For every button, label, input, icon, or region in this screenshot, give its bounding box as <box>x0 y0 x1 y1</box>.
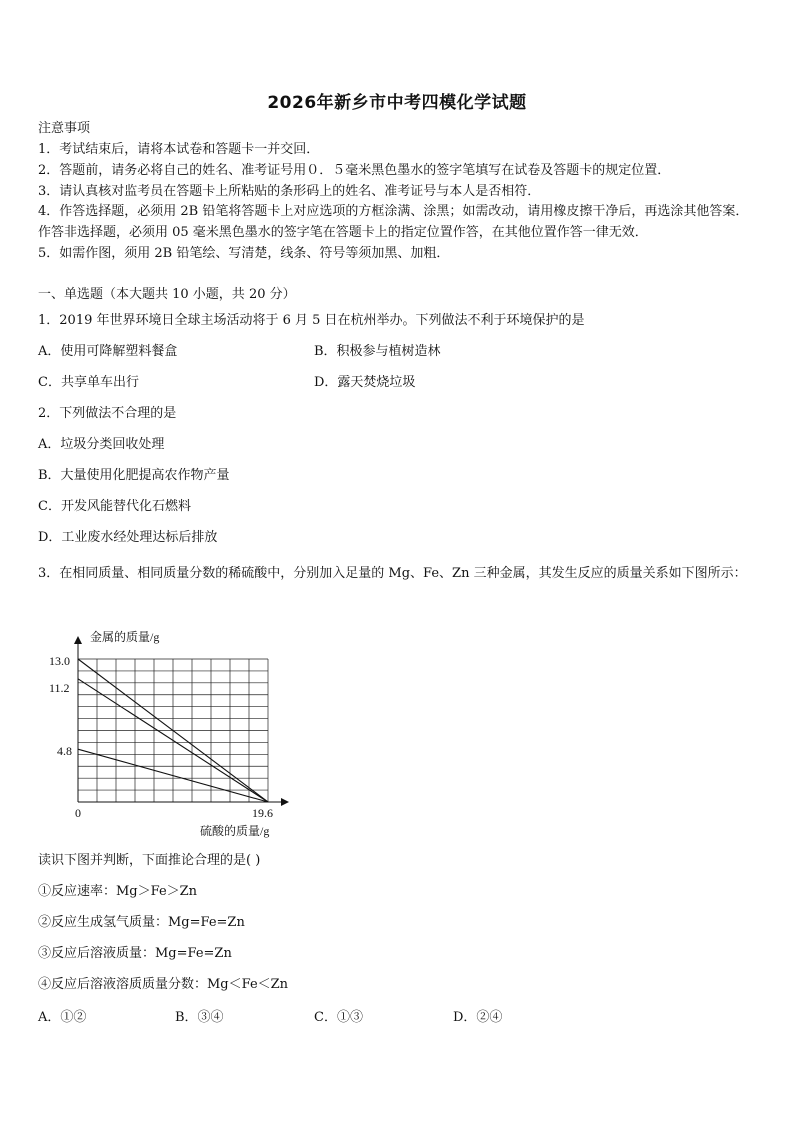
chart-axes <box>74 636 289 806</box>
y-axis-label: 金属的质量/g <box>90 630 160 644</box>
q3-statement-4: ④反应后溶液溶质质量分数：Mg＜Fe＜Zn <box>38 977 289 992</box>
q2-option-d: D．工业废水经处理达标后排放 <box>38 530 218 545</box>
origin-label: 0 <box>75 806 81 820</box>
q1-option-b: B．积极参与植树造林 <box>314 344 441 359</box>
q2-option-c: C．开发风能替代化石燃料 <box>38 499 191 514</box>
notice-item-2: 2．答题前，请务必将自己的姓名、准考证号用０．５毫米黑色墨水的签字笔填写在试卷及答题卡的规定位置． <box>38 163 671 178</box>
y-tick-13-0: 13.0 <box>49 654 70 668</box>
q1-option-a: A．使用可降解塑料餐盒 <box>38 344 178 359</box>
q1-stem: 1．2019 年世界环境日全球主场活动将于 6 月 5 日在杭州举办。下列做法不利于环境保护的是 <box>38 313 585 328</box>
q3-option-c: C．①③ <box>314 1010 363 1025</box>
notice-item-3: 3．请认真核对监考员在答题卡上所粘贴的条形码上的姓名、准考证号与本人是否相符． <box>38 184 541 199</box>
q1-option-c: C．共享单车出行 <box>38 375 139 390</box>
q1-option-d: D．露天焚烧垃圾 <box>314 375 416 390</box>
x-axis-arrow <box>281 798 289 806</box>
notice-heading: 注意事项 <box>38 121 91 136</box>
y-tick-11-2: 11.2 <box>49 681 70 695</box>
q3-statement-3: ③反应后溶液质量：Mg=Fe=Zn <box>38 946 232 961</box>
page-title: 2026年新乡市中考四模化学试题 <box>267 93 527 113</box>
notice-item-4: 4．作答选择题，必须用 2B 铅笔将答题卡上对应选项的方框涂满、涂黑；如需改动，请用橡皮擦干净后，再选涂其他答案．作答非选择题，必须用 05 毫米黑色墨水的签字笔在答题卡上的指定位置作答，在其他位置作答一律无效． <box>38 204 749 240</box>
q2-option-b: B．大量使用化肥提高农作物产量 <box>38 468 230 483</box>
q3-option-d: D．②④ <box>453 1010 503 1025</box>
section-heading: 一、单选题（本大题共 10 小题，共 20 分） <box>38 287 296 302</box>
y-tick-4-8: 4.8 <box>57 744 72 758</box>
q3-statement-1: ①反应速率：Mg＞Fe＞Zn <box>38 884 198 899</box>
mass-relationship-chart <box>40 626 310 844</box>
notice-item-1: 1．考试结束后，请将本试卷和答题卡一并交回． <box>38 142 320 157</box>
q3-option-a: A．①② <box>38 1010 87 1025</box>
q3-stem: 3．在相同质量、相同质量分数的稀硫酸中，分别加入足量的 Mg、Fe、Zn 三种金属，其发生反应的质量关系如下图所示： <box>38 566 747 581</box>
q2-stem: 2．下列做法不合理的是 <box>38 406 177 421</box>
notice-item-5: 5．如需作图，须用 2B 铅笔绘、写清楚，线条、符号等须加黑、加粗． <box>38 246 450 261</box>
q2-option-a: A．垃圾分类回收处理 <box>38 437 165 452</box>
y-axis-arrow <box>74 636 82 644</box>
q3-read-prompt: 读识下图并判断，下面推论合理的是( ) <box>38 853 261 868</box>
x-tick-19-6: 19.6 <box>252 806 273 820</box>
x-axis-label: 硫酸的质量/g <box>200 824 270 838</box>
q3-option-b: B．③④ <box>175 1010 224 1025</box>
q3-statement-2: ②反应生成氢气质量：Mg=Fe=Zn <box>38 915 245 930</box>
